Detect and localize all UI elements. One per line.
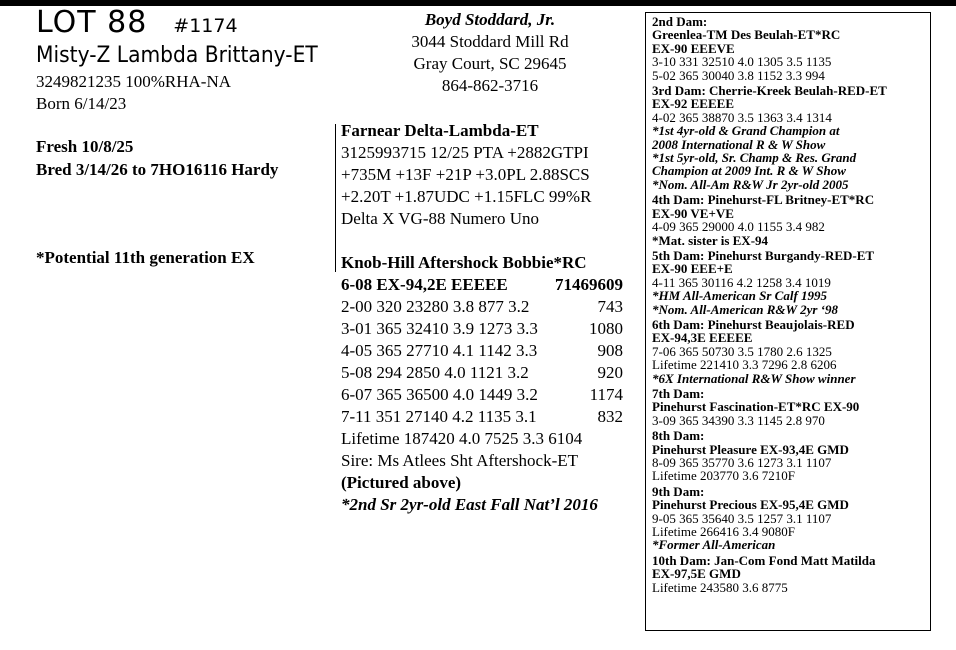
ancestor-dam-line: 5th Dam: Pinehurst Burgandy-RED-ET <box>652 247 875 263</box>
ancestor-dam-line: EX-90 EEEVE <box>652 40 735 56</box>
ancestor-dam-line: 4-09 365 29000 4.0 1155 3.4 982 <box>652 219 825 235</box>
dam-classification-score: 6-08 EX-94,2E EEEEE <box>341 275 508 294</box>
ancestor-dam-line: 2008 International R & W Show <box>652 136 826 152</box>
dam-record <box>341 362 623 384</box>
bred-info: Bred 3/14/26 to 7HO16116 Hardy <box>36 160 279 179</box>
ancestor-dam-line: 3rd Dam: Cherrie-Kreek Beulah-RED-ET <box>652 83 887 99</box>
ancestor-dam-line: *HM All-American Sr Calf 1995 <box>652 288 828 304</box>
ancestor-dam-entry <box>652 554 926 594</box>
dam-record <box>341 384 623 406</box>
dam-record <box>341 296 623 318</box>
ancestor-dam-line: EX-97,5E GMD <box>652 566 741 582</box>
record-protein: 920 <box>597 363 623 382</box>
ancestor-dam-line: *Nom. All-Am R&W Jr 2yr-old 2005 <box>652 176 849 192</box>
dam-classification <box>341 274 623 296</box>
ancestor-dam-line: EX-94,3E EEEEE <box>652 330 753 346</box>
dam-registration: 71469609 <box>555 275 623 294</box>
dam-block <box>341 252 631 516</box>
ancestor-dam-entry <box>652 193 926 247</box>
ancestor-dam-line: 3-10 331 32510 4.0 1305 3.5 1135 <box>652 54 832 70</box>
ancestor-dam-line: 8-09 365 35770 3.6 1273 3.1 1107 <box>652 455 832 470</box>
record-figures: 2-00 320 23280 3.8 877 3.2 <box>341 297 530 316</box>
ancestor-dam-line: Lifetime 221410 3.3 7296 2.8 6206 <box>652 357 837 373</box>
consignor-block <box>380 9 600 97</box>
ancestor-dam-line: Pinehurst Precious EX-95,4E GMD <box>652 497 849 513</box>
ancestor-dam-line: *1st 4yr-old & Grand Champion at <box>652 123 840 139</box>
record-figures: 3-01 365 32410 3.9 1273 3.3 <box>341 319 538 338</box>
record-protein: 908 <box>597 341 623 360</box>
ancestor-dam-line: EX-90 EEE+E <box>652 261 733 277</box>
dam-award: *2nd Sr 2yr-old East Fall Nat’l 2016 <box>341 495 598 514</box>
ancestor-dam-line: *1st 5yr-old, Sr. Champ & Res. Grand <box>652 150 857 166</box>
ancestor-dam-line: 4th Dam: Pinehurst-FL Britney-ET*RC <box>652 192 875 208</box>
ancestor-dam-line: 9-05 365 35640 3.5 1257 3.1 1107 <box>652 510 832 526</box>
sire-line: Delta X VG-88 Numero Uno <box>341 209 539 228</box>
ancestor-dam-entry <box>652 84 926 191</box>
ancestor-dam-entry <box>652 387 926 427</box>
ancestor-dam-line: 9th Dam: <box>652 483 705 499</box>
ancestor-dam-line: 10th Dam: Jan-Com Fond Matt Matilda <box>652 552 876 568</box>
ancestor-dam-entry <box>652 429 926 483</box>
dam-sire: Sire: Ms Atlees Sht Aftershock-ET <box>341 451 579 470</box>
dam-lifetime: Lifetime 187420 4.0 7525 3.3 6104 <box>341 429 583 448</box>
dam-record <box>341 318 623 340</box>
ancestor-dam-line: Lifetime 266416 3.4 9080F <box>652 524 795 540</box>
ancestor-dam-line: Pinehurst Pleasure EX-93,4E GMD <box>652 441 849 457</box>
ancestor-dam-line: *Mat. sister is EX-94 <box>652 232 769 248</box>
ancestor-dam-line: EX-92 EEEEE <box>652 96 734 112</box>
record-figures: 7-11 351 27140 4.2 1135 3.1 <box>341 407 537 426</box>
sire-line: +735M +13F +21P +3.0PL 2.88SCS <box>341 165 590 184</box>
record-figures: 5-08 294 2850 4.0 1121 3.2 <box>341 363 529 382</box>
ancestor-dam-line: *Nom. All-American R&W 2yr ‘98 <box>652 301 838 317</box>
lot-number: LOT 88 <box>36 5 148 40</box>
lot-id: #1174 <box>173 15 238 37</box>
dam-record <box>341 406 623 428</box>
ancestor-dam-line: *Former All-American <box>652 537 776 553</box>
ancestor-dam-line: Lifetime 203770 3.6 7210F <box>652 468 795 484</box>
pictured-note: (Pictured above) <box>341 473 462 492</box>
consignor-phone: 864-862-3716 <box>441 76 539 95</box>
animal-name: Misty-Z Lambda Brittany-ET <box>36 43 318 68</box>
fresh-date: Fresh 10/8/25 <box>36 137 134 156</box>
dam-record <box>341 340 623 362</box>
ancestor-dam-line: 4-02 365 38870 3.5 1363 3.4 1314 <box>652 109 832 125</box>
ancestor-dam-line: *6X International R&W Show winner <box>652 370 856 386</box>
record-protein: 1080 <box>589 319 623 338</box>
dam-name: Knob-Hill Aftershock Bobbie*RC <box>341 253 587 272</box>
ancestor-dam-line: 2nd Dam: <box>652 14 708 29</box>
ancestor-dam-entry <box>652 249 926 316</box>
sire-line: 3125993715 12/25 PTA +2882GTPI <box>341 143 589 162</box>
record-protein: 1174 <box>589 385 623 404</box>
ancestor-dam-line: 4-11 365 30116 4.2 1258 3.4 1019 <box>652 274 831 290</box>
record-figures: 6-07 365 36500 4.0 1449 3.2 <box>341 385 538 404</box>
ancestor-dam-line: EX-90 VE+VE <box>652 205 734 221</box>
consignor-address: 3044 Stoddard Mill Rd <box>411 32 569 51</box>
ancestor-dam-line: Greenlea-TM Des Beulah-ET*RC <box>652 27 841 43</box>
ancestor-dam-line: Lifetime 243580 3.6 8775 <box>652 579 788 595</box>
registration-number: 3249821235 100%RHA-NA <box>36 72 232 91</box>
pedigree-box <box>645 12 931 631</box>
consignor-city: Gray Court, SC 29645 <box>413 54 567 73</box>
pedigree-list <box>652 15 926 596</box>
ancestor-dam-line: 6th Dam: Pinehurst Beaujolais-RED <box>652 316 855 332</box>
ancestor-dam-line: Champion at 2009 Int. R & W Show <box>652 163 846 179</box>
ancestor-dam-entry <box>652 318 926 385</box>
record-protein: 743 <box>597 297 623 316</box>
record-figures: 4-05 365 27710 4.1 1142 3.3 <box>341 341 538 360</box>
consignor-name: Boyd Stoddard, Jr. <box>424 10 556 29</box>
potential-note: *Potential 11th generation EX <box>36 248 255 267</box>
record-protein: 832 <box>597 407 623 426</box>
ancestor-dam-line: 3-09 365 34390 3.3 1145 2.8 970 <box>652 412 825 428</box>
ancestor-dam-line: 8th Dam: <box>652 428 705 444</box>
ancestor-dam-line: Pinehurst Fascination-ET*RC EX-90 <box>652 399 860 415</box>
sire-line: +2.20T +1.87UDC +1.15FLC 99%R <box>341 187 592 206</box>
ancestor-dam-line: 5-02 365 30040 3.8 1152 3.3 994 <box>652 67 825 83</box>
birth-date: Born 6/14/23 <box>36 94 127 113</box>
sire-block <box>341 120 631 230</box>
ancestor-dam-entry <box>652 485 926 552</box>
ancestor-dam-line: 7th Dam: <box>652 385 705 401</box>
sire-name: Farnear Delta-Lambda-ET <box>341 121 539 140</box>
lot-header <box>36 5 238 41</box>
ancestor-dam-entry <box>652 15 926 82</box>
sire-dam-divider <box>335 124 336 272</box>
ancestor-dam-line: 7-06 365 50730 3.5 1780 2.6 1325 <box>652 343 832 359</box>
